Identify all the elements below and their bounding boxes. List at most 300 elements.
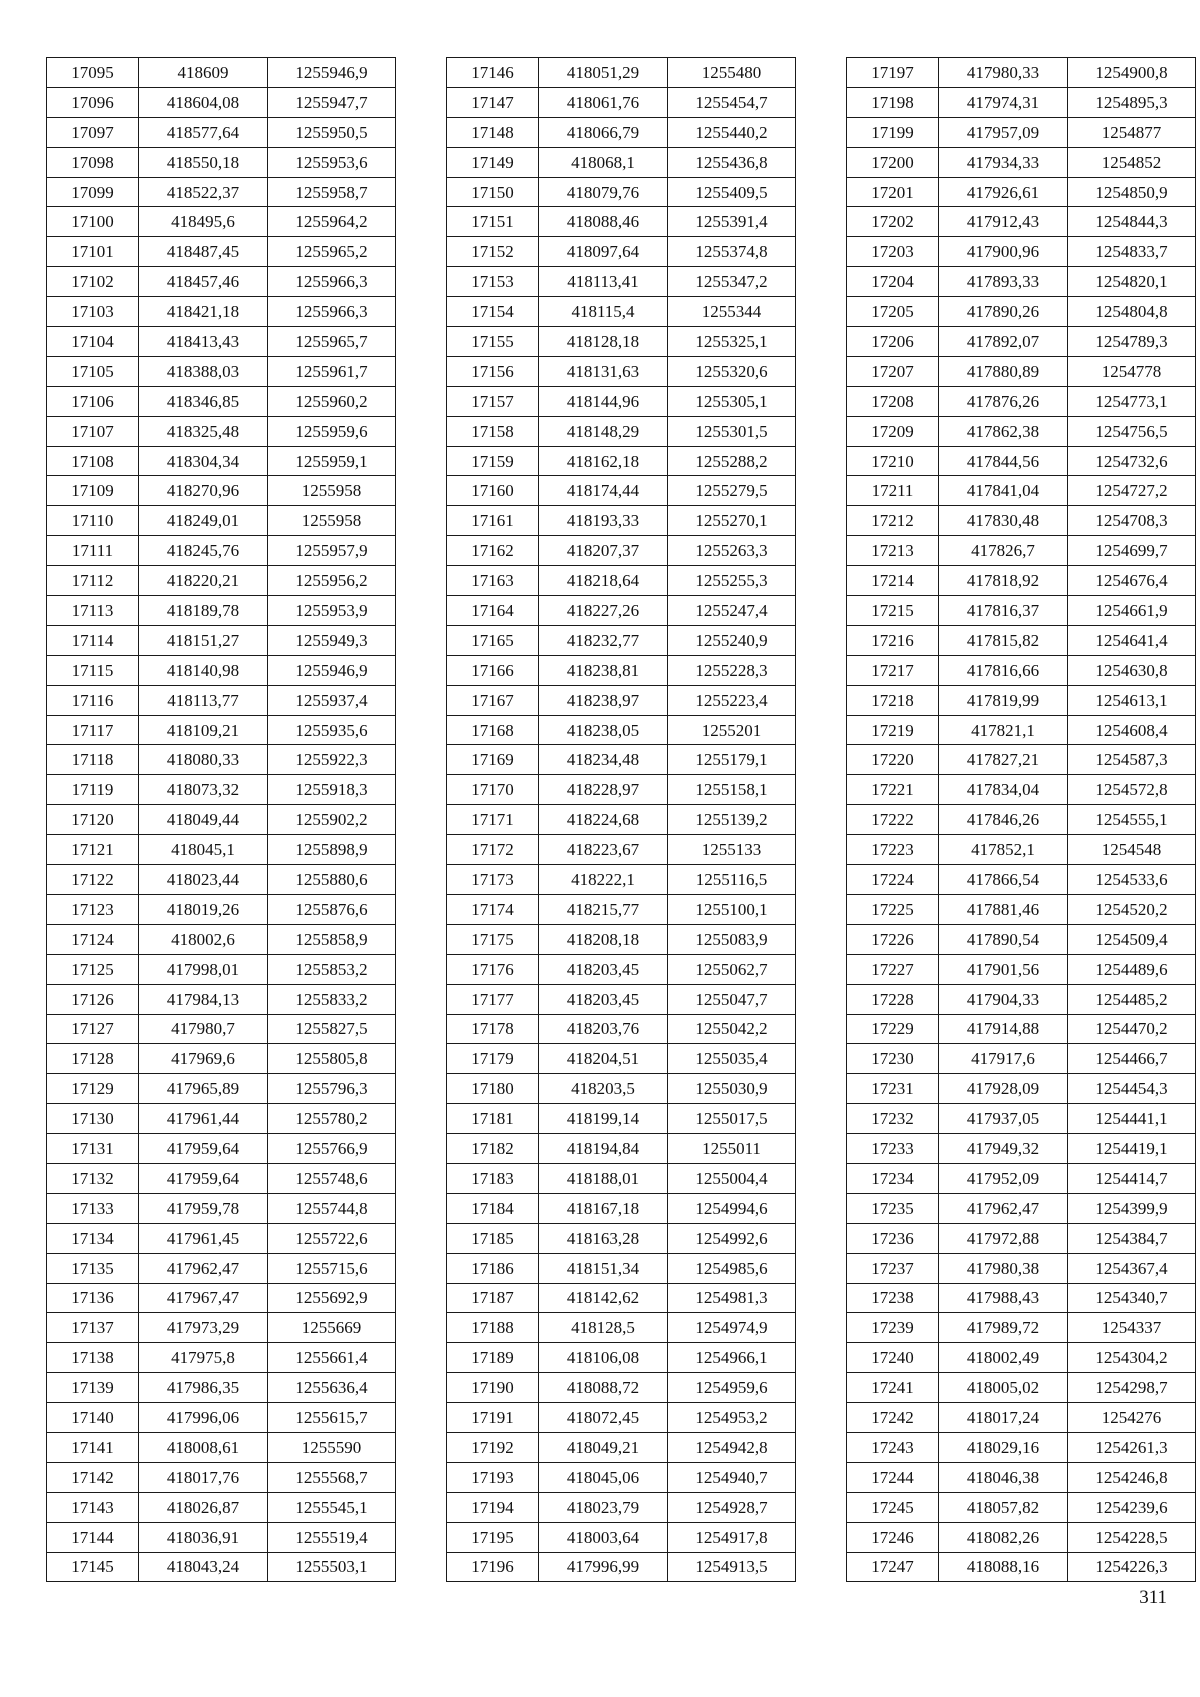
x-coordinate-cell: 418604,08 (139, 87, 268, 117)
point-id-cell: 17243 (847, 1432, 939, 1462)
y-coordinate-cell: 1254509,4 (1068, 924, 1196, 954)
y-coordinate-cell: 1255011 (668, 1134, 796, 1164)
point-id-cell: 17155 (447, 327, 539, 357)
y-coordinate-cell: 1254226,3 (1068, 1552, 1196, 1582)
x-coordinate-cell: 418046,38 (939, 1462, 1068, 1492)
point-id-cell: 17235 (847, 1193, 939, 1223)
table-row (47, 1492, 396, 1522)
table-row (447, 1223, 796, 1253)
point-id-cell: 17196 (447, 1552, 539, 1582)
point-id-cell: 17188 (447, 1313, 539, 1343)
y-coordinate-cell: 1255344 (668, 297, 796, 327)
point-id-cell: 17105 (47, 356, 139, 386)
point-id-cell: 17124 (47, 924, 139, 954)
y-coordinate-cell: 1254756,5 (1068, 416, 1196, 446)
y-coordinate-cell: 1255035,4 (668, 1044, 796, 1074)
x-coordinate-cell: 417892,07 (939, 327, 1068, 357)
y-coordinate-cell: 1254804,8 (1068, 297, 1196, 327)
y-coordinate-cell: 1255158,1 (668, 775, 796, 805)
table-row (447, 745, 796, 775)
table-row (447, 1462, 796, 1492)
point-id-cell: 17147 (447, 87, 539, 117)
point-id-cell: 17200 (847, 147, 939, 177)
x-coordinate-cell: 418199,14 (539, 1104, 668, 1134)
x-coordinate-cell: 417959,64 (139, 1163, 268, 1193)
point-id-cell: 17114 (47, 625, 139, 655)
table-row (47, 924, 396, 954)
x-coordinate-cell: 417862,38 (939, 416, 1068, 446)
point-id-cell: 17126 (47, 984, 139, 1014)
y-coordinate-cell: 1255964,2 (268, 207, 396, 237)
y-coordinate-cell: 1254676,4 (1068, 566, 1196, 596)
y-coordinate-cell: 1255958,7 (268, 177, 396, 207)
point-id-cell: 17192 (447, 1432, 539, 1462)
y-coordinate-cell: 1254833,7 (1068, 237, 1196, 267)
table-row (847, 625, 1196, 655)
table-row (447, 1373, 796, 1403)
point-id-cell: 17141 (47, 1432, 139, 1462)
table-row (847, 566, 1196, 596)
table-row (447, 147, 796, 177)
x-coordinate-cell: 417926,61 (939, 177, 1068, 207)
y-coordinate-cell: 1255937,4 (268, 685, 396, 715)
x-coordinate-cell: 418005,02 (939, 1373, 1068, 1403)
point-id-cell: 17130 (47, 1104, 139, 1134)
x-coordinate-cell: 418072,45 (539, 1403, 668, 1433)
table-row (447, 267, 796, 297)
x-coordinate-cell: 418162,18 (539, 446, 668, 476)
table-row (47, 745, 396, 775)
x-coordinate-cell: 418131,63 (539, 356, 668, 386)
y-coordinate-cell: 1255042,2 (668, 1014, 796, 1044)
point-id-cell: 17153 (447, 267, 539, 297)
table-row (447, 865, 796, 895)
table-row (47, 416, 396, 446)
table-row (447, 1104, 796, 1134)
x-coordinate-cell: 418088,46 (539, 207, 668, 237)
point-id-cell: 17127 (47, 1014, 139, 1044)
table-row (47, 566, 396, 596)
table-row (47, 267, 396, 297)
table-row (847, 117, 1196, 147)
y-coordinate-cell: 1255223,4 (668, 685, 796, 715)
point-id-cell: 17219 (847, 715, 939, 745)
point-id-cell: 17113 (47, 596, 139, 626)
table-row (447, 476, 796, 506)
table-row (847, 297, 1196, 327)
point-id-cell: 17095 (47, 58, 139, 88)
y-coordinate-cell: 1255853,2 (268, 954, 396, 984)
y-coordinate-cell: 1255722,6 (268, 1223, 396, 1253)
table-row (47, 386, 396, 416)
table-row (847, 1253, 1196, 1283)
x-coordinate-cell: 417980,7 (139, 1014, 268, 1044)
table-row (47, 596, 396, 626)
y-coordinate-cell: 1255766,9 (268, 1134, 396, 1164)
point-id-cell: 17131 (47, 1134, 139, 1164)
x-coordinate-cell: 417989,72 (939, 1313, 1068, 1343)
x-coordinate-cell: 418203,45 (539, 954, 668, 984)
x-coordinate-cell: 418234,48 (539, 745, 668, 775)
table-row (47, 1193, 396, 1223)
y-coordinate-cell: 1255953,9 (268, 596, 396, 626)
x-coordinate-cell: 417815,82 (939, 625, 1068, 655)
point-id-cell: 17241 (847, 1373, 939, 1403)
point-id-cell: 17197 (847, 58, 939, 88)
y-coordinate-cell: 1254276 (1068, 1403, 1196, 1433)
y-coordinate-cell: 1254239,6 (1068, 1492, 1196, 1522)
table-row (847, 596, 1196, 626)
x-coordinate-cell: 418238,97 (539, 685, 668, 715)
y-coordinate-cell: 1254587,3 (1068, 745, 1196, 775)
y-coordinate-cell: 1254454,3 (1068, 1074, 1196, 1104)
y-coordinate-cell: 1254820,1 (1068, 267, 1196, 297)
table-row (447, 1492, 796, 1522)
point-id-cell: 17210 (847, 446, 939, 476)
table-row (847, 1283, 1196, 1313)
point-id-cell: 17187 (447, 1283, 539, 1313)
y-coordinate-cell: 1255391,4 (668, 207, 796, 237)
y-coordinate-cell: 1255503,1 (268, 1552, 396, 1582)
y-coordinate-cell: 1255965,2 (268, 237, 396, 267)
table-row (847, 237, 1196, 267)
point-id-cell: 17102 (47, 267, 139, 297)
table-row (447, 386, 796, 416)
y-coordinate-cell: 1255615,7 (268, 1403, 396, 1433)
point-id-cell: 17123 (47, 894, 139, 924)
y-coordinate-cell: 1254489,6 (1068, 954, 1196, 984)
table-row (47, 1044, 396, 1074)
point-id-cell: 17150 (447, 177, 539, 207)
point-id-cell: 17142 (47, 1462, 139, 1492)
y-coordinate-cell: 1254414,7 (1068, 1163, 1196, 1193)
table-row (47, 1104, 396, 1134)
table-row (847, 476, 1196, 506)
table-row (447, 1253, 796, 1283)
point-id-cell: 17169 (447, 745, 539, 775)
y-coordinate-cell: 1254699,7 (1068, 536, 1196, 566)
point-id-cell: 17223 (847, 835, 939, 865)
x-coordinate-cell: 417959,64 (139, 1134, 268, 1164)
y-coordinate-cell: 1254940,7 (668, 1462, 796, 1492)
point-id-cell: 17158 (447, 416, 539, 446)
y-coordinate-cell: 1255958 (268, 476, 396, 506)
x-coordinate-cell: 418144,96 (539, 386, 668, 416)
point-id-cell: 17209 (847, 416, 939, 446)
y-coordinate-cell: 1254992,6 (668, 1223, 796, 1253)
table-row (447, 297, 796, 327)
y-coordinate-cell: 1254985,6 (668, 1253, 796, 1283)
table-row (47, 147, 396, 177)
point-id-cell: 17110 (47, 506, 139, 536)
y-coordinate-cell: 1255263,3 (668, 536, 796, 566)
x-coordinate-cell: 418325,48 (139, 416, 268, 446)
point-id-cell: 17148 (447, 117, 539, 147)
coordinate-table-body (447, 58, 796, 1582)
x-coordinate-cell: 417928,09 (939, 1074, 1068, 1104)
x-coordinate-cell: 418113,77 (139, 685, 268, 715)
table-row (847, 147, 1196, 177)
point-id-cell: 17107 (47, 416, 139, 446)
page-number: 311 (1139, 1587, 1167, 1608)
point-id-cell: 17186 (447, 1253, 539, 1283)
point-id-cell: 17212 (847, 506, 939, 536)
y-coordinate-cell: 1255454,7 (668, 87, 796, 117)
point-id-cell: 17245 (847, 1492, 939, 1522)
point-id-cell: 17125 (47, 954, 139, 984)
x-coordinate-cell: 418203,76 (539, 1014, 668, 1044)
coordinate-table-1 (46, 57, 396, 1582)
table-row (47, 1223, 396, 1253)
x-coordinate-cell: 418270,96 (139, 476, 268, 506)
point-id-cell: 17160 (447, 476, 539, 506)
x-coordinate-cell: 418049,44 (139, 805, 268, 835)
table-row (847, 655, 1196, 685)
table-row (447, 1522, 796, 1552)
x-coordinate-cell: 417980,33 (939, 58, 1068, 88)
x-coordinate-cell: 417912,43 (939, 207, 1068, 237)
point-id-cell: 17179 (447, 1044, 539, 1074)
y-coordinate-cell: 1255946,9 (268, 655, 396, 685)
table-row (847, 865, 1196, 895)
table-row (847, 805, 1196, 835)
y-coordinate-cell: 1254850,9 (1068, 177, 1196, 207)
table-row (847, 506, 1196, 536)
point-id-cell: 17194 (447, 1492, 539, 1522)
y-coordinate-cell: 1254340,7 (1068, 1283, 1196, 1313)
y-coordinate-cell: 1254304,2 (1068, 1343, 1196, 1373)
y-coordinate-cell: 1254732,6 (1068, 446, 1196, 476)
y-coordinate-cell: 1254261,3 (1068, 1432, 1196, 1462)
table-row (47, 1432, 396, 1462)
point-id-cell: 17168 (447, 715, 539, 745)
x-coordinate-cell: 418495,6 (139, 207, 268, 237)
point-id-cell: 17227 (847, 954, 939, 984)
x-coordinate-cell: 417957,09 (939, 117, 1068, 147)
y-coordinate-cell: 1254572,8 (1068, 775, 1196, 805)
y-coordinate-cell: 1255279,5 (668, 476, 796, 506)
point-id-cell: 17173 (447, 865, 539, 895)
point-id-cell: 17208 (847, 386, 939, 416)
table-row (47, 625, 396, 655)
x-coordinate-cell: 417988,43 (939, 1283, 1068, 1313)
y-coordinate-cell: 1254613,1 (1068, 685, 1196, 715)
y-coordinate-cell: 1254727,2 (1068, 476, 1196, 506)
x-coordinate-cell: 417852,1 (939, 835, 1068, 865)
x-coordinate-cell: 418051,29 (539, 58, 668, 88)
x-coordinate-cell: 418019,26 (139, 894, 268, 924)
table-row (447, 1313, 796, 1343)
x-coordinate-cell: 418066,79 (539, 117, 668, 147)
point-id-cell: 17151 (447, 207, 539, 237)
table-row (47, 446, 396, 476)
point-id-cell: 17159 (447, 446, 539, 476)
table-row (447, 207, 796, 237)
x-coordinate-cell: 418227,26 (539, 596, 668, 626)
y-coordinate-cell: 1254966,1 (668, 1343, 796, 1373)
x-coordinate-cell: 418026,87 (139, 1492, 268, 1522)
y-coordinate-cell: 1255880,6 (268, 865, 396, 895)
table-row (847, 207, 1196, 237)
table-row (47, 835, 396, 865)
y-coordinate-cell: 1255780,2 (268, 1104, 396, 1134)
table-row (847, 446, 1196, 476)
y-coordinate-cell: 1255669 (268, 1313, 396, 1343)
table-row (447, 984, 796, 1014)
point-id-cell: 17118 (47, 745, 139, 775)
table-row (47, 775, 396, 805)
y-coordinate-cell: 1254641,4 (1068, 625, 1196, 655)
y-coordinate-cell: 1255062,7 (668, 954, 796, 984)
point-id-cell: 17180 (447, 1074, 539, 1104)
point-id-cell: 17205 (847, 297, 939, 327)
point-id-cell: 17229 (847, 1014, 939, 1044)
y-coordinate-cell: 1255958 (268, 506, 396, 536)
table-row (847, 1223, 1196, 1253)
x-coordinate-cell: 418097,64 (539, 237, 668, 267)
point-id-cell: 17163 (447, 566, 539, 596)
x-coordinate-cell: 418045,06 (539, 1462, 668, 1492)
y-coordinate-cell: 1254773,1 (1068, 386, 1196, 416)
y-coordinate-cell: 1254520,2 (1068, 894, 1196, 924)
x-coordinate-cell: 417975,8 (139, 1343, 268, 1373)
point-id-cell: 17146 (447, 58, 539, 88)
y-coordinate-cell: 1254608,4 (1068, 715, 1196, 745)
point-id-cell: 17202 (847, 207, 939, 237)
x-coordinate-cell: 417880,89 (939, 356, 1068, 386)
x-coordinate-cell: 418151,34 (539, 1253, 668, 1283)
x-coordinate-cell: 418003,64 (539, 1522, 668, 1552)
x-coordinate-cell: 418188,01 (539, 1163, 668, 1193)
x-coordinate-cell: 418106,08 (539, 1343, 668, 1373)
x-coordinate-cell: 417986,35 (139, 1373, 268, 1403)
point-id-cell: 17161 (447, 506, 539, 536)
x-coordinate-cell: 418036,91 (139, 1522, 268, 1552)
point-id-cell: 17181 (447, 1104, 539, 1134)
table-row (447, 1432, 796, 1462)
x-coordinate-cell: 418522,37 (139, 177, 268, 207)
y-coordinate-cell: 1255960,2 (268, 386, 396, 416)
x-coordinate-cell: 418421,18 (139, 297, 268, 327)
y-coordinate-cell: 1254246,8 (1068, 1462, 1196, 1492)
y-coordinate-cell: 1254298,7 (1068, 1373, 1196, 1403)
x-coordinate-cell: 417890,26 (939, 297, 1068, 327)
y-coordinate-cell: 1254789,3 (1068, 327, 1196, 357)
x-coordinate-cell: 418002,6 (139, 924, 268, 954)
point-id-cell: 17128 (47, 1044, 139, 1074)
y-coordinate-cell: 1255966,3 (268, 297, 396, 327)
y-coordinate-cell: 1255947,7 (268, 87, 396, 117)
y-coordinate-cell: 1254470,2 (1068, 1014, 1196, 1044)
point-id-cell: 17221 (847, 775, 939, 805)
point-id-cell: 17237 (847, 1253, 939, 1283)
point-id-cell: 17152 (447, 237, 539, 267)
x-coordinate-cell: 418550,18 (139, 147, 268, 177)
x-coordinate-cell: 417821,1 (939, 715, 1068, 745)
table-row (847, 1163, 1196, 1193)
y-coordinate-cell: 1254877 (1068, 117, 1196, 147)
x-coordinate-cell: 417816,66 (939, 655, 1068, 685)
point-id-cell: 17189 (447, 1343, 539, 1373)
x-coordinate-cell: 417965,89 (139, 1074, 268, 1104)
point-id-cell: 17232 (847, 1104, 939, 1134)
point-id-cell: 17154 (447, 297, 539, 327)
y-coordinate-cell: 1255179,1 (668, 745, 796, 775)
y-coordinate-cell: 1254384,7 (1068, 1223, 1196, 1253)
x-coordinate-cell: 417962,47 (939, 1193, 1068, 1223)
point-id-cell: 17157 (447, 386, 539, 416)
x-coordinate-cell: 418208,18 (539, 924, 668, 954)
table-row (447, 237, 796, 267)
x-coordinate-cell: 418203,45 (539, 984, 668, 1014)
table-row (447, 506, 796, 536)
table-row (47, 58, 396, 88)
point-id-cell: 17220 (847, 745, 939, 775)
y-coordinate-cell: 1255956,2 (268, 566, 396, 596)
table-row (847, 835, 1196, 865)
point-id-cell: 17137 (47, 1313, 139, 1343)
x-coordinate-cell: 418017,76 (139, 1462, 268, 1492)
table-row (847, 1373, 1196, 1403)
table-row (447, 1193, 796, 1223)
table-row (847, 1134, 1196, 1164)
table-row (447, 1403, 796, 1433)
point-id-cell: 17140 (47, 1403, 139, 1433)
x-coordinate-cell: 417998,01 (139, 954, 268, 984)
y-coordinate-cell: 1254337 (1068, 1313, 1196, 1343)
y-coordinate-cell: 1254942,8 (668, 1432, 796, 1462)
table-row (447, 655, 796, 685)
x-coordinate-cell: 417816,37 (939, 596, 1068, 626)
x-coordinate-cell: 417900,96 (939, 237, 1068, 267)
x-coordinate-cell: 417876,26 (939, 386, 1068, 416)
point-id-cell: 17136 (47, 1283, 139, 1313)
point-id-cell: 17182 (447, 1134, 539, 1164)
point-id-cell: 17162 (447, 536, 539, 566)
point-id-cell: 17234 (847, 1163, 939, 1193)
x-coordinate-cell: 418388,03 (139, 356, 268, 386)
y-coordinate-cell: 1254555,1 (1068, 805, 1196, 835)
y-coordinate-cell: 1254778 (1068, 356, 1196, 386)
x-coordinate-cell: 418218,64 (539, 566, 668, 596)
table-row (47, 476, 396, 506)
x-coordinate-cell: 417973,29 (139, 1313, 268, 1343)
table-row (847, 954, 1196, 984)
point-id-cell: 17246 (847, 1522, 939, 1552)
x-coordinate-cell: 418223,67 (539, 835, 668, 865)
point-id-cell: 17175 (447, 924, 539, 954)
table-row (447, 1283, 796, 1313)
table-row (447, 117, 796, 147)
y-coordinate-cell: 1255805,8 (268, 1044, 396, 1074)
y-coordinate-cell: 1254399,9 (1068, 1193, 1196, 1223)
x-coordinate-cell: 418057,82 (939, 1492, 1068, 1522)
y-coordinate-cell: 1255568,7 (268, 1462, 396, 1492)
y-coordinate-cell: 1254852 (1068, 147, 1196, 177)
table-row (447, 327, 796, 357)
x-coordinate-cell: 418249,01 (139, 506, 268, 536)
x-coordinate-cell: 418413,43 (139, 327, 268, 357)
y-coordinate-cell: 1254466,7 (1068, 1044, 1196, 1074)
x-coordinate-cell: 418609 (139, 58, 268, 88)
point-id-cell: 17165 (447, 625, 539, 655)
y-coordinate-cell: 1255922,3 (268, 745, 396, 775)
table-row (47, 1283, 396, 1313)
table-row (47, 1253, 396, 1283)
point-id-cell: 17198 (847, 87, 939, 117)
table-row (847, 894, 1196, 924)
point-id-cell: 17129 (47, 1074, 139, 1104)
